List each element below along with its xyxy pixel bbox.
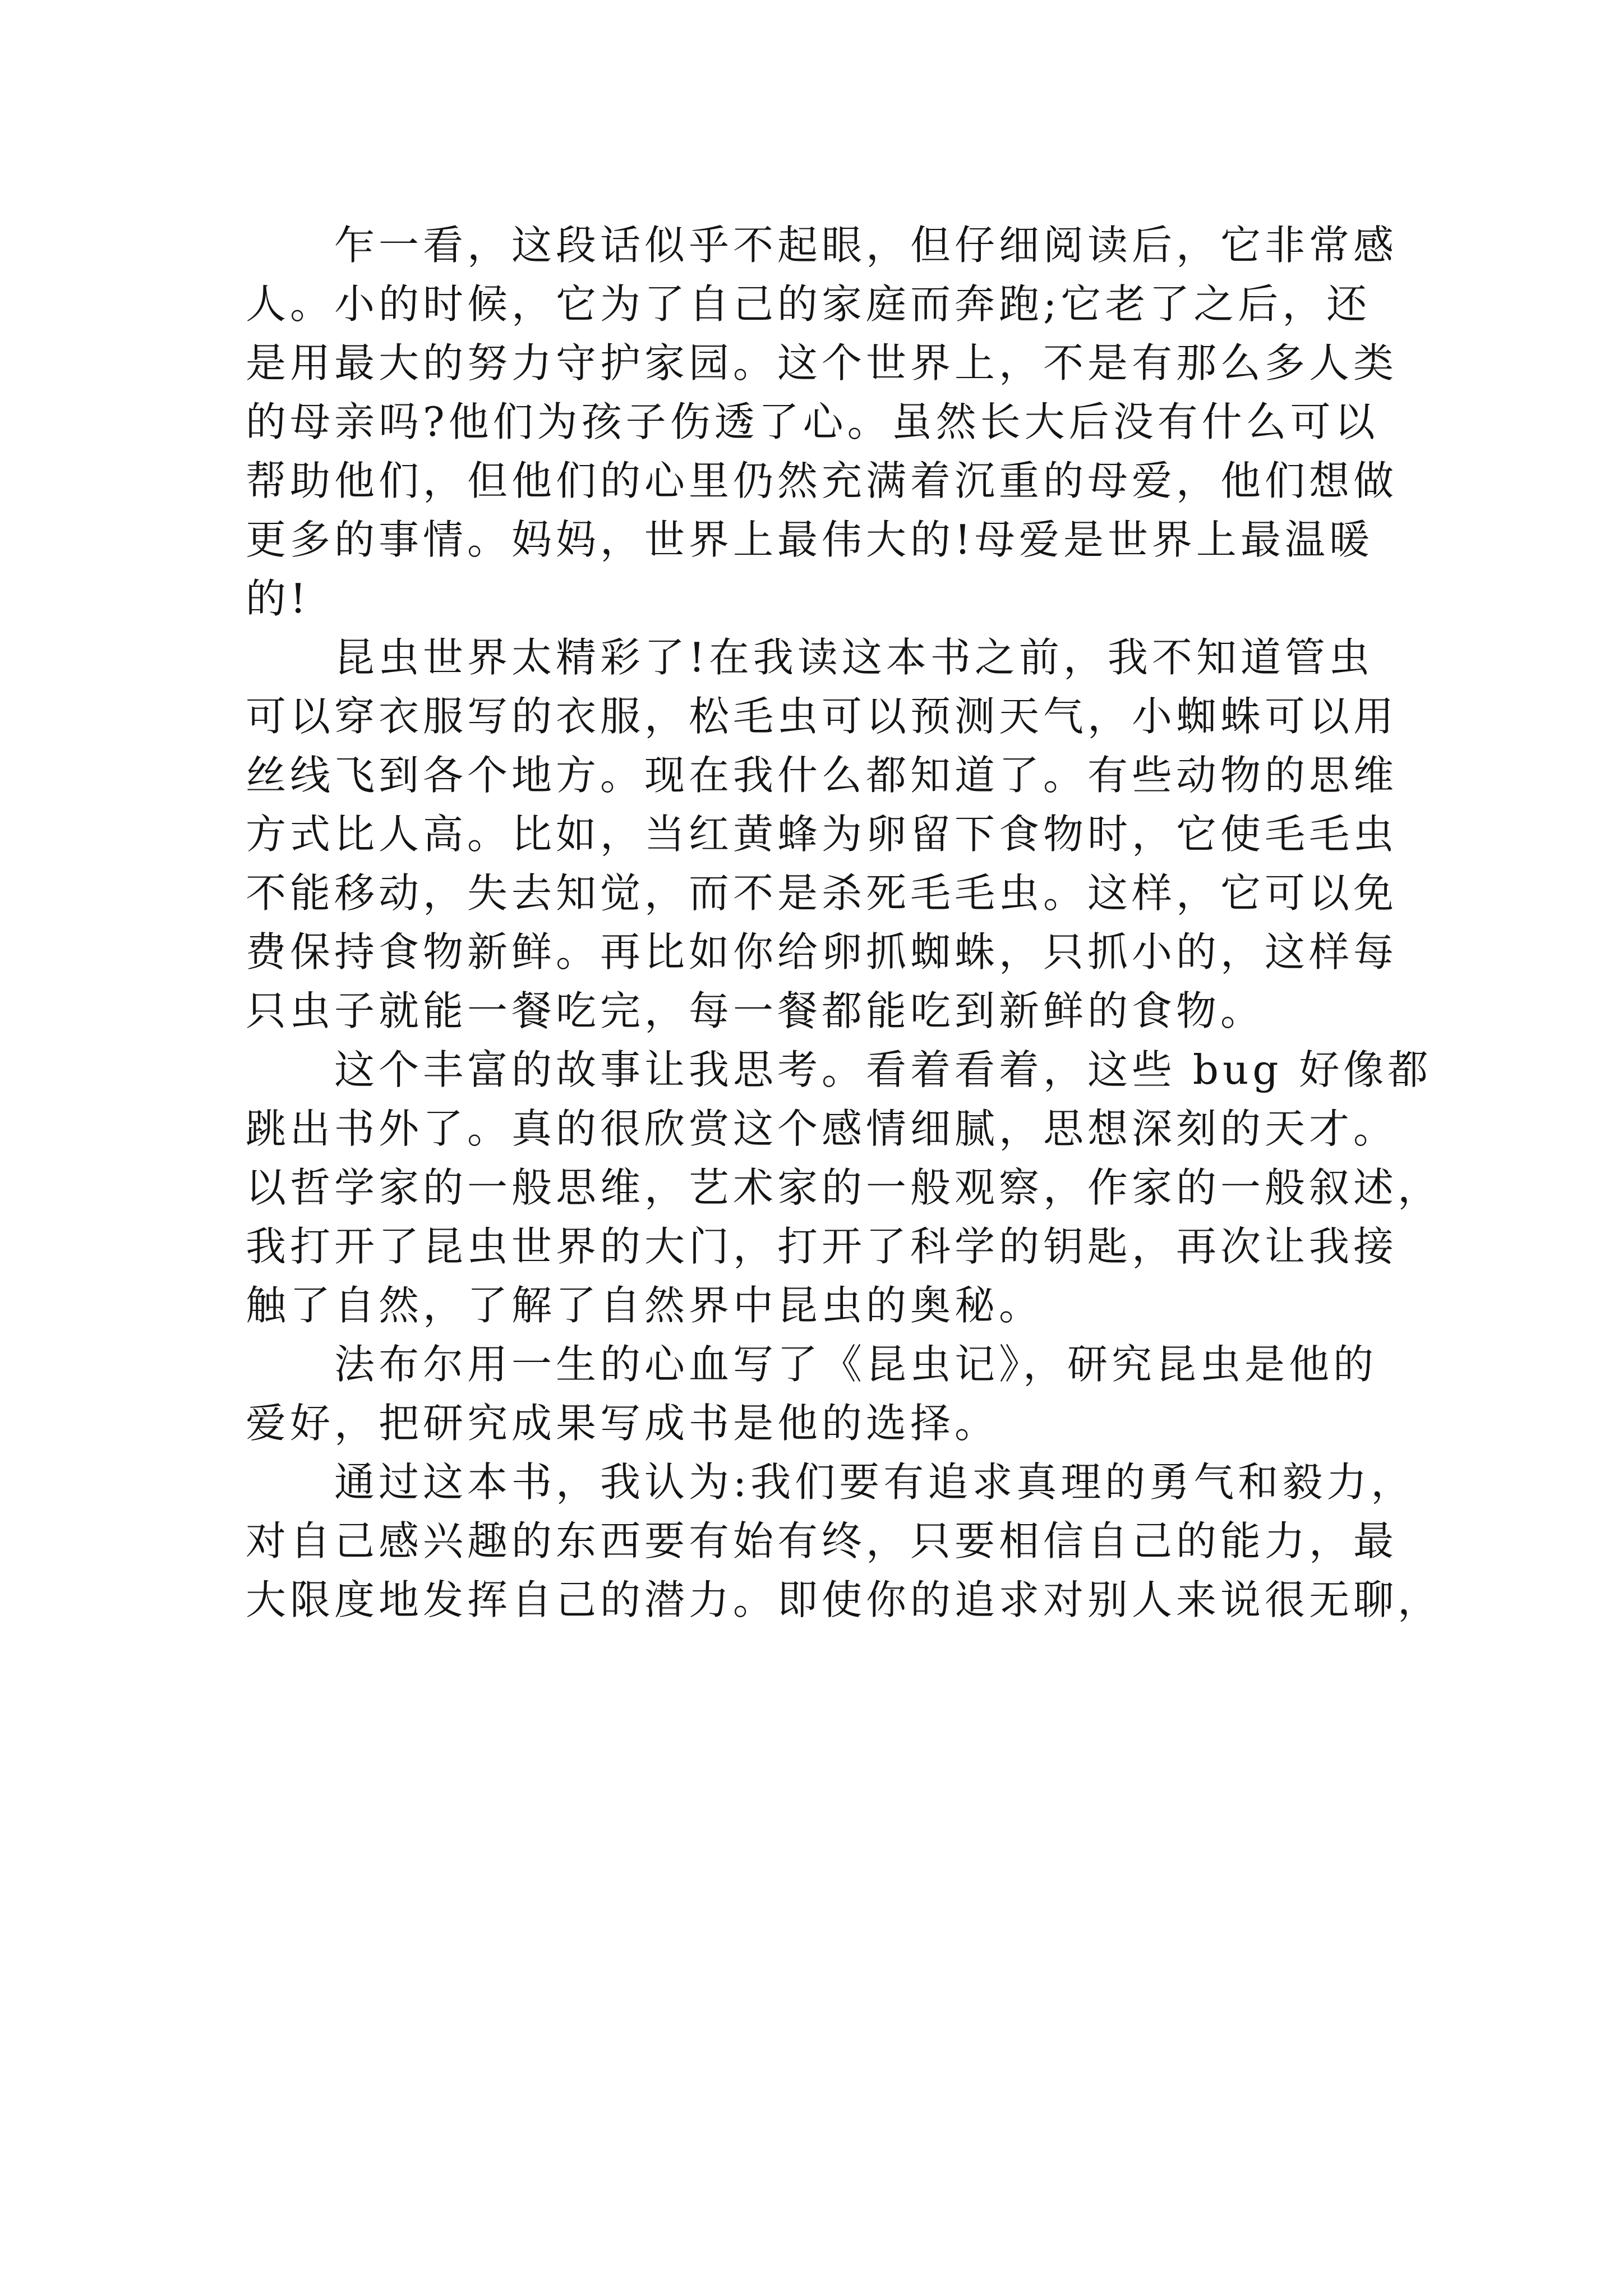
text-line: 法布尔用一生的心血写了《昆虫记》，研究昆虫是他的 — [334, 1341, 1378, 1388]
text-line: 乍一看，这段话似乎不起眼，但仔细阅读后，它非常感 — [334, 222, 1398, 269]
text-line: 这个丰富的故事让我思考。看着看着，这些 bug 好像都 — [334, 1046, 1432, 1093]
text-line: 是用最大的努力守护家园。这个世界上，不是有那么多人类 — [246, 339, 1398, 386]
text-line: 费保持食物新鲜。再比如你给卵抓蜘蛛，只抓小的，这样每 — [246, 928, 1398, 976]
text-line: 人。小的时候，它为了自己的家庭而奔跑;它老了之后，还 — [246, 280, 1371, 328]
text-line: 通过这本书，我认为:我们要有追求真理的勇气和毅力， — [334, 1458, 1415, 1506]
text-line: 爱好，把研究成果写成书是他的选择。 — [246, 1400, 999, 1447]
text-line: 昆虫世界太精彩了!在我读这本书之前，我不知道管虫 — [334, 634, 1373, 681]
text-line: 可以穿衣服写的衣服，松毛虫可以预测天气，小蜘蛛可以用 — [246, 693, 1398, 740]
text-line: 对自己感兴趣的东西要有始有终，只要相信自己的能力，最 — [246, 1517, 1398, 1565]
text-line: 我打开了昆虫世界的大门，打开了科学的钥匙，再次让我接 — [246, 1223, 1398, 1270]
text-line: 触了自然，了解了自然界中昆虫的奥秘。 — [246, 1282, 1044, 1329]
text-line: 帮助他们，但他们的心里仍然充满着沉重的母爱，他们想做 — [246, 457, 1398, 504]
text-line: 丝线飞到各个地方。现在我什么都知道了。有些动物的思维 — [246, 752, 1398, 799]
text-line: 大限度地发挥自己的潜力。即使你的追求对别人来说很无聊， — [246, 1576, 1442, 1623]
text-line: 不能移动，失去知觉，而不是杀死毛毛虫。这样，它可以免 — [246, 869, 1398, 917]
text-line: 以哲学家的一般思维，艺术家的一般观察，作家的一般叙述， — [246, 1164, 1442, 1211]
text-line: 的! — [246, 575, 310, 622]
text-line: 只虫子就能一餐吃完，每一餐都能吃到新鲜的食物。 — [246, 987, 1265, 1034]
text-line: 跳出书外了。真的很欣赏这个感情细腻，思想深刻的天才。 — [246, 1105, 1398, 1152]
body-text — [246, 216, 1442, 1630]
text-line: 方式比人高。比如，当红黄蜂为卵留下食物时，它使毛毛虫 — [246, 811, 1398, 858]
text-line: 的母亲吗?他们为孩子伤透了心。虽然长大后没有什么可以 — [246, 398, 1379, 445]
text-line: 更多的事情。妈妈，世界上最伟大的!母爱是世界上最温暖 — [246, 516, 1373, 563]
